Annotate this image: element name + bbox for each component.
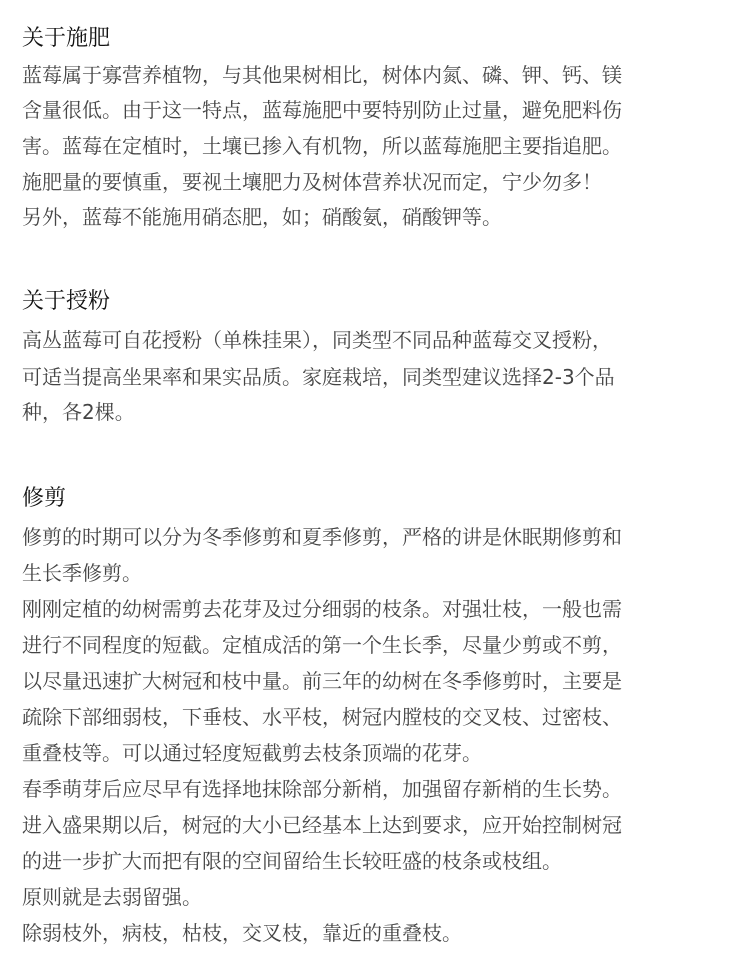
- fertilizing-line-2: 含量很低。由于这一特点，蓝莓施肥中要特别防止过量，避免肥料伤: [22, 98, 622, 122]
- pollination-line-1: 高丛蓝莓可自花授粉（单株挂果），同类型不同品种蓝莓交叉授粉，: [22, 328, 612, 352]
- fertilizing-line-5: 另外，蓝莓不能施用硝态肥，如；硝酸氨，硝酸钾等。: [22, 205, 502, 229]
- pruning-line-6: 疏除下部细弱枝，下垂枝、水平枝，树冠内膛枝的交叉枝、过密枝、: [22, 705, 622, 729]
- pruning-line-10: 的进一步扩大而把有限的空间留给生长较旺盛的枝条或枝组。: [22, 849, 562, 873]
- section-title-pollination: 关于授粉: [22, 289, 111, 314]
- pruning-line-3: 刚刚定植的幼树需剪去花芽及过分细弱的枝条。对强壮枝，一般也需: [22, 597, 622, 621]
- fertilizing-line-4: 施肥量的要慎重，要视土壤肥力及树体营养状况而定，宁少勿多！: [22, 170, 602, 194]
- fertilizing-line-3: 害。蓝莓在定植时，土壤已掺入有机物，所以蓝莓施肥主要指追肥。: [22, 134, 622, 158]
- pruning-line-8: 春季萌芽后应尽早有选择地抹除部分新梢，加强留存新梢的生长势。: [22, 777, 622, 801]
- pruning-line-5: 以尽量迅速扩大树冠和枝中量。前三年的幼树在冬季修剪时，主要是: [22, 669, 622, 693]
- pruning-line-9: 进入盛果期以后，树冠的大小已经基本上达到要求，应开始控制树冠: [22, 813, 622, 837]
- pruning-line-1: 修剪的时期可以分为冬季修剪和夏季修剪，严格的讲是休眠期修剪和: [22, 525, 622, 549]
- pruning-line-2: 生长季修剪。: [22, 561, 142, 585]
- section-title-fertilizing: 关于施肥: [22, 26, 111, 51]
- fertilizing-line-1: 蓝莓属于寡营养植物，与其他果树相比，树体内氮、磷、钾、钙、镁: [22, 63, 622, 87]
- pruning-line-7: 重叠枝等。可以通过轻度短截剪去枝条顶端的花芽。: [22, 741, 482, 765]
- pollination-line-2: 可适当提高坐果率和果实品质。家庭栽培，同类型建议选择2-3个品: [22, 365, 615, 389]
- pruning-line-12: 除弱枝外，病枝，枯枝，交叉枝，靠近的重叠枝。: [22, 921, 462, 945]
- section-title-pruning: 修剪: [22, 486, 67, 511]
- pruning-line-11: 原则就是去弱留强。: [22, 885, 202, 909]
- pruning-line-4: 进行不同程度的短截。定植成活的第一个生长季，尽量少剪或不剪，: [22, 633, 622, 657]
- pollination-line-3: 种，各2棵。: [22, 400, 135, 424]
